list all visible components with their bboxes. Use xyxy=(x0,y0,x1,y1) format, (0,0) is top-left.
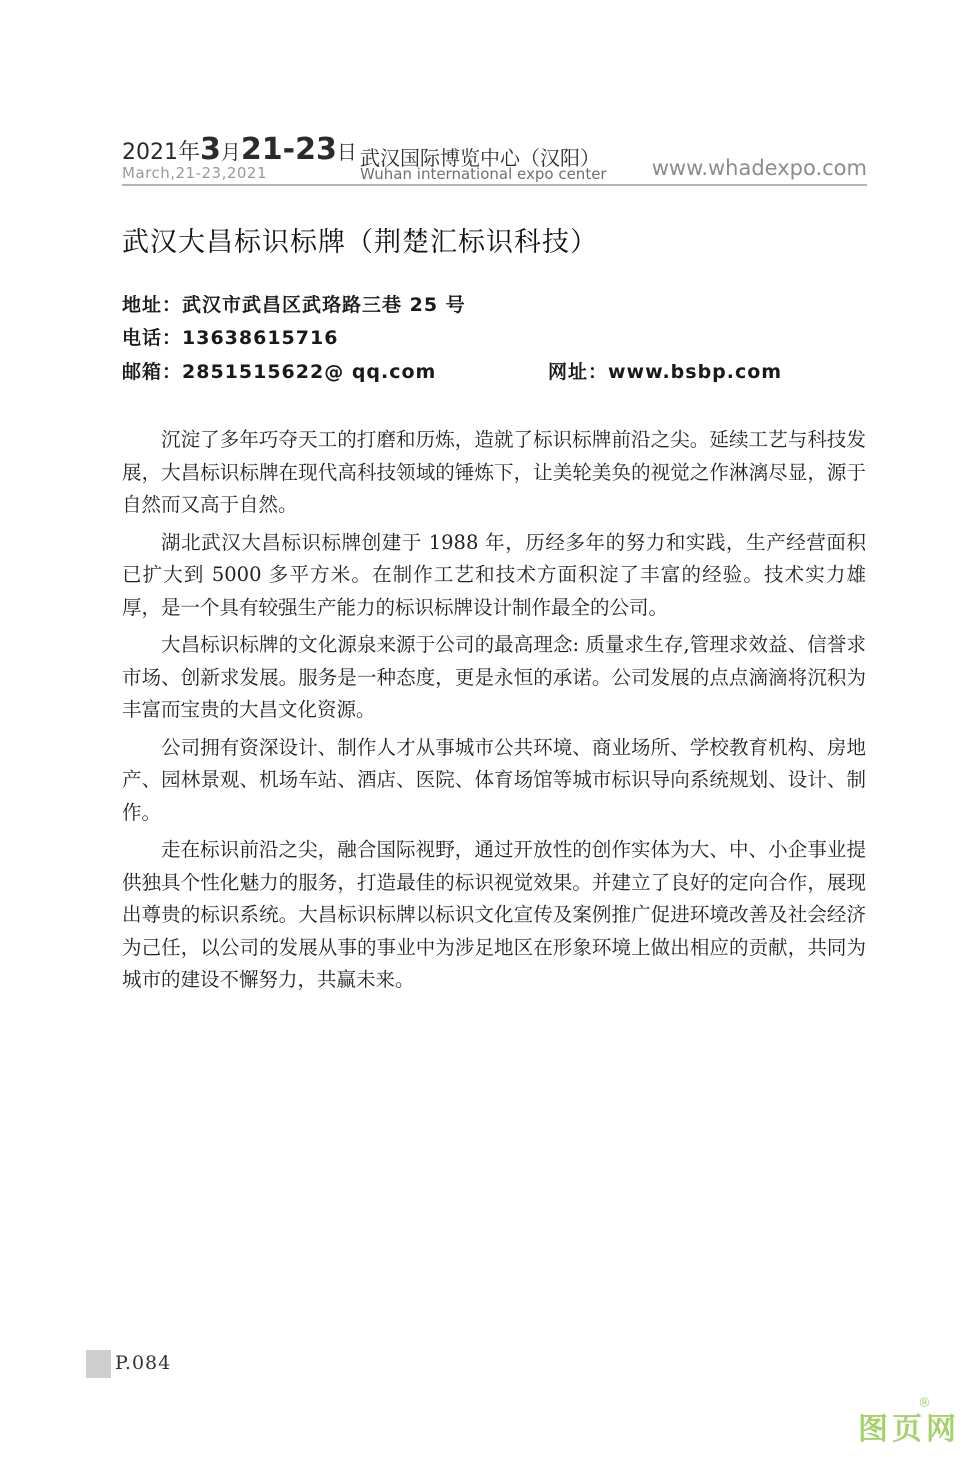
paragraph: 公司拥有资深设计、制作人才从事城市公共环境、商业场所、学校教育机构、房地产、园林景观、机场车站、酒店、医院、体育场馆等城市标识导向系统规划、设计、制作。 xyxy=(122,735,866,824)
registered-mark: ® xyxy=(918,1396,931,1411)
page-number: P.084 xyxy=(115,1352,172,1374)
paragraph: 湖北武汉大昌标识标牌创建于 1988 年，历经多年的努力和实践，生产经营面积已扩大到 5000 多平方米。在制作工艺和技术方面积淀了丰富的经验。技术实力雄厚，是一个具有较强生产能力的标识标牌设计制作最全的公司。 xyxy=(122,530,866,619)
venue-chinese: 武汉国际博览中心（汉阳） xyxy=(360,146,600,170)
date-days: 21-23 xyxy=(240,132,337,167)
venue-english: Wuhan international expo center xyxy=(360,165,607,183)
date-month-suffix: 月 xyxy=(220,140,241,164)
company-description xyxy=(122,424,866,1002)
company-email: 邮箱：2851515622@ qq.com xyxy=(122,361,437,383)
expo-date-english: March,21-23,2021 xyxy=(122,164,268,182)
header-divider xyxy=(122,184,867,186)
expo-header xyxy=(122,128,867,188)
expo-date xyxy=(122,132,357,167)
paragraph: 沉淀了多年巧夺天工的打磨和历炼，造就了标识标牌前沿之尖。延续工艺与科技发展，大昌标识标牌在现代高科技领域的锤炼下，让美轮美奂的视觉之作淋漓尽显，源于自然而又高于自然。 xyxy=(122,428,866,516)
date-year: 2021年 xyxy=(122,140,200,165)
company-title: 武汉大昌标识标牌（荆楚汇标识科技） xyxy=(122,227,598,258)
date-day-suffix: 日 xyxy=(336,140,357,164)
page-tab-marker xyxy=(86,1350,111,1378)
company-website: 网址：www.bsbp.com xyxy=(548,361,783,383)
paragraph: 走在标识前沿之尖，融合国际视野，通过开放性的创作实体为大、中、小企事业提供独具个性化魅力的服务，打造最佳的标识视觉效果。并建立了良好的定向合作，展现出尊贵的标识系统。大昌标识标牌以标识文化宣传及案例推广促进环境改善及社会经济为己任，以公司的发展从事的事业中为涉足地区在形象环境上做出相应的贡献，共同为城市的建设不懈努力，共赢未来。 xyxy=(122,838,866,991)
paragraph: 大昌标识标牌的文化源泉来源于公司的最高理念: 质量求生存,管理求效益、信誉求市场、创新求发展。服务是一种态度，更是永恒的承诺。公司发展的点点滴滴将沉积为丰富而宝贵的大昌文化资源。 xyxy=(122,633,866,721)
company-phone: 电话：13638615716 xyxy=(122,327,339,349)
expo-website: www.whadexpo.com xyxy=(651,156,867,180)
site-watermark: 图页网 xyxy=(858,1412,960,1447)
company-address: 地址：武汉市武昌区武珞路三巷 25 号 xyxy=(122,294,466,316)
date-month: 3 xyxy=(200,132,221,167)
